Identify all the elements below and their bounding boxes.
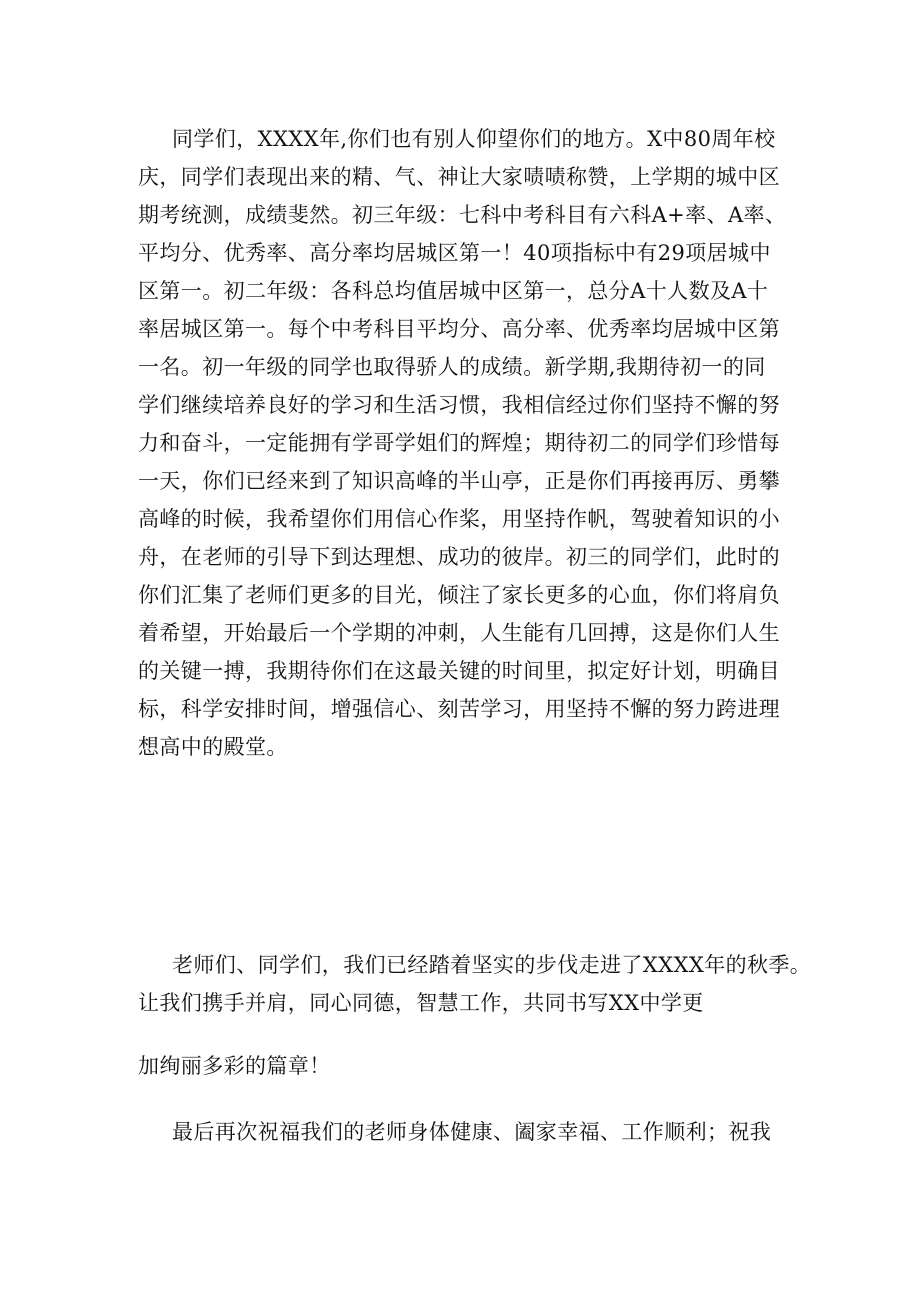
text-line: 一名。初一年级的同学也取得骄人的成绩。新学期,我期待初一的同 [138, 355, 766, 379]
text-line: 率居城区第一。每个中考科目平均分、高分率、优秀率均居城中区第 [138, 317, 780, 341]
text-line: 你们汇集了老师们更多的目光，倾注了家长更多的心血，你们将肩负 [138, 583, 780, 607]
text-line: 最后再次祝福我们的老师身体健康、阖家幸福、工作顺利；祝我 [172, 1120, 772, 1144]
text-line: 期考统测，成绩斐然。初三年级：七科中考科目有六科A+率、A率、 [138, 203, 787, 227]
text-line: 平均分、优秀率、高分率均居城区第一！40项指标中有29项居城中 [138, 241, 771, 265]
paragraph-final-blessing [138, 1113, 788, 1151]
text-line: 加绚丽多彩的篇章！ [138, 1054, 331, 1078]
text-line: 力和奋斗，一定能拥有学哥学姐们的辉煌；期待初二的同学们珍惜每 [138, 431, 780, 455]
text-line: 老师们、同学们，我们已经踏着坚实的步伐走进了XXXX年的秋季。 [172, 953, 812, 977]
paragraph-achievements [138, 120, 788, 766]
text-line: 区第一。初二年级：各科总均值居城中区第一，总分A十人数及A十 [138, 279, 769, 303]
text-line: 一天，你们已经来到了知识高峰的半山亭，正是你们再接再厉、勇攀 [138, 469, 780, 493]
text-line: 的关键一搏，我期待你们在这最关键的时间里，拟定好计划，明确目 [138, 659, 780, 683]
text-line: 高峰的时候，我希望你们用信心作桨，用坚持作帆，驾驶着知识的小 [138, 507, 780, 531]
text-line: 让我们携手并肩，同心同德，智慧工作，共同书写XX中学更 [138, 991, 704, 1015]
text-line: 庆，同学们表现出来的精、气、神让大家啧啧称赞，上学期的城中区 [138, 165, 780, 189]
text-line: 舟，在老师的引导下到达理想、成功的彼岸。初三的同学们，此时的 [138, 545, 780, 569]
text-line: 标，科学安排时间，增强信心、刻苦学习，用坚持不懈的努力跨进理 [138, 697, 780, 721]
paragraph-closing-wish [138, 946, 812, 1078]
text-line: 着希望，开始最后一个学期的冲刺，人生能有几回搏，这是你们人生 [138, 621, 780, 645]
text-line: 学们继续培养良好的学习和生活习惯，我相信经过你们坚持不懈的努 [138, 393, 780, 417]
text-line: 想高中的殿堂。 [138, 735, 288, 759]
text-line: 同学们，XXXX年,你们也有别人仰望你们的地方。X中80周年校 [172, 127, 776, 151]
